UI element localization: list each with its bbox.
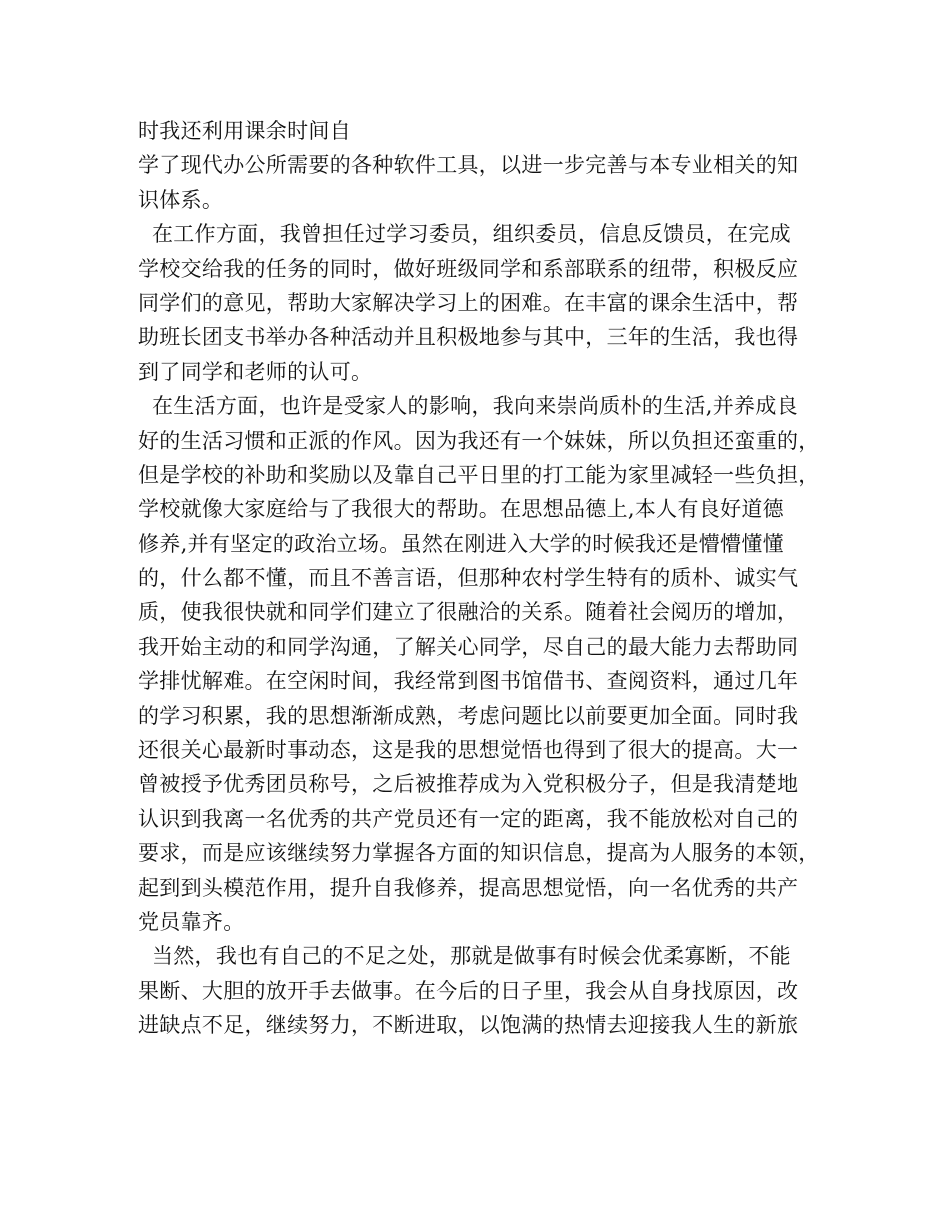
text-line: 同学们的意见，帮助大家解决学习上的困难。在丰富的课余生活中，帮	[138, 290, 799, 315]
text-line: 学校就像大家庭给与了我很大的帮助。在思想品德上,本人有良好道德	[138, 497, 784, 522]
text-line: 进缺点不足，继续努力，不断进取，以饱满的热情去迎接我人生的新旅	[138, 1013, 799, 1038]
text-line: 修养,并有坚定的政治立场。虽然在刚进入大学的时候我还是懵懵懂懂	[138, 531, 784, 556]
text-line: 还很关心最新时事动态，这是我的思想觉悟也得到了很大的提高。大一	[138, 738, 799, 763]
text-line: 起到到头模范作用，提升自我修养，提高思想觉悟，向一名优秀的共产	[138, 875, 799, 900]
text-line: 到了同学和老师的认可。	[138, 359, 373, 384]
text-line: 的，什么都不懂，而且不善言语，但那种农村学生特有的质朴、诚实气	[138, 566, 799, 591]
text-line: 认识到我离一名优秀的共产党员还有一定的距离，我不能放松对自己的	[138, 806, 799, 831]
text-line: 果断、大胆的放开手去做事。在今后的日子里，我会从自身找原因，改	[138, 978, 799, 1003]
text-line: 在生活方面，也许是受家人的影响，我向来崇尚质朴的生活,并养成良	[138, 394, 798, 419]
text-line: 好的生活习惯和正派的作风。因为我还有一个妹妹，所以负担还蛮重的，	[138, 428, 820, 453]
text-line: 学了现代办公所需要的各种软件工具，以进一步完善与本专业相关的知	[138, 153, 799, 178]
document-body	[138, 114, 828, 1043]
text-line: 学校交给我的任务的同时，做好班级同学和系部联系的纽带，积极反应	[138, 256, 799, 281]
text-line: 质，使我很快就和同学们建立了很融洽的关系。随着社会阅历的增加，	[138, 600, 799, 625]
text-line: 识体系。	[138, 187, 224, 212]
text-line: 学排忧解难。在空闲时间，我经常到图书馆借书、查阅资料，通过几年	[138, 669, 799, 694]
text-line: 时我还利用课余时间自	[138, 119, 351, 143]
text-line: 曾被授予优秀团员称号，之后被推荐成为入党积极分子，但是我清楚地	[138, 772, 799, 797]
text-line: 在工作方面，我曾担任过学习委员，组织委员，信息反馈员，在完成	[138, 222, 791, 247]
text-line: 当然，我也有自己的不足之处，那就是做事有时候会优柔寡断，不能	[138, 944, 791, 969]
text-line: 但是学校的补助和奖励以及靠自己平日里的打工能为家里减轻一些负担，	[138, 462, 820, 487]
text-line: 助班长团支书举办各种活动并且积极地参与其中，三年的生活，我也得	[138, 325, 799, 350]
text-line: 我开始主动的和同学沟通，了解关心同学，尽自己的最大能力去帮助同	[138, 634, 799, 659]
text-line: 的学习积累，我的思想渐渐成熟，考虑问题比以前要更加全面。同时我	[138, 703, 799, 728]
text-line: 党员靠齐。	[138, 909, 245, 934]
text-line: 要求，而是应该继续努力掌握各方面的知识信息，提高为人服务的本领，	[138, 841, 820, 866]
